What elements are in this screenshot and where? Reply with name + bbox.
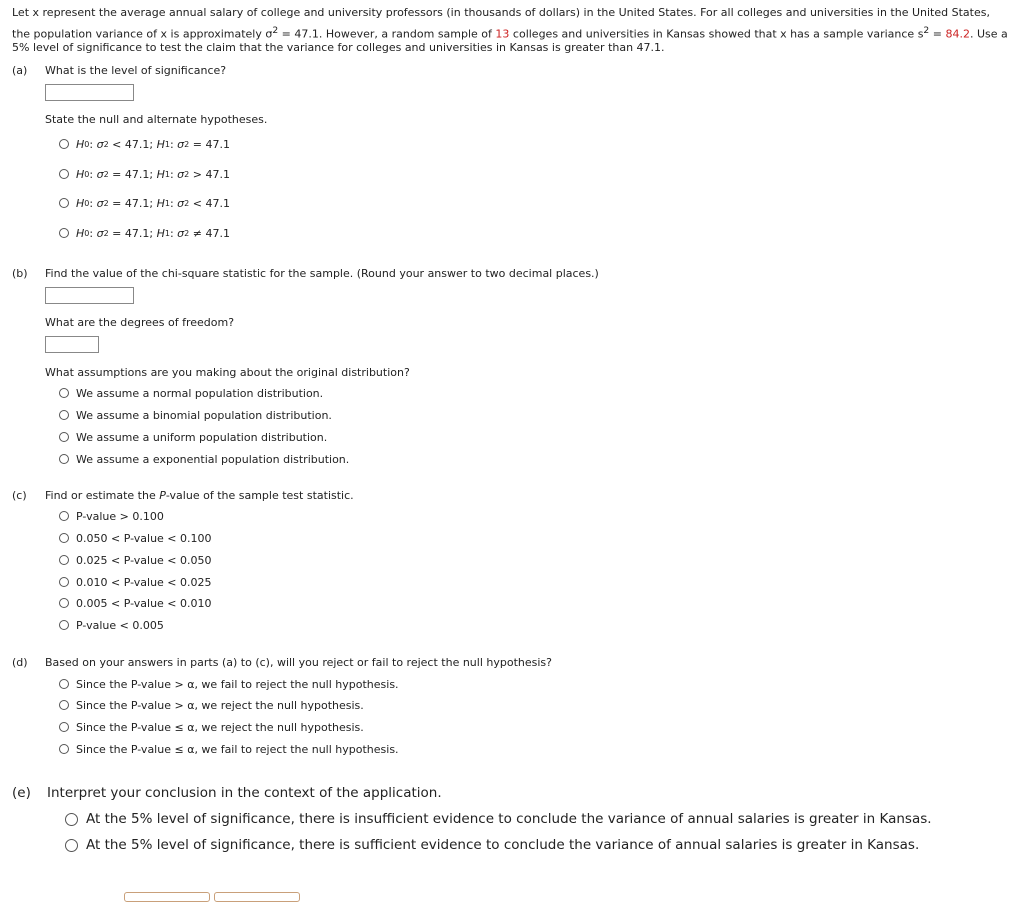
radio-button[interactable] bbox=[59, 228, 69, 238]
decision-option-4[interactable]: Since the P-value ≤ α, we fail to reject the null hypothesis. bbox=[59, 740, 399, 758]
assumption-option-2[interactable]: We assume a binomial population distribution. bbox=[59, 406, 332, 424]
radio-button[interactable] bbox=[59, 555, 69, 565]
assumption-option-4[interactable]: We assume a exponential population distribution. bbox=[59, 450, 349, 468]
radio-button[interactable] bbox=[59, 432, 69, 442]
radio-button[interactable] bbox=[59, 198, 69, 208]
part-a-header bbox=[12, 64, 226, 77]
part-d-question: Based on your answers in parts (a) to (c), will you reject or fail to reject the null hypothesis? bbox=[45, 656, 552, 669]
hypothesis-option-2[interactable]: H 0 : σ 2 = 47.1; H 1 : σ 2 > 47.1 bbox=[59, 165, 230, 183]
intro-line-1: Let x represent the average annual salary of college and university professors (in thousands of dollars) in the United States. For all colleges and universities in the United States, bbox=[12, 6, 990, 19]
df-prompt: What are the degrees of freedom? bbox=[45, 316, 235, 329]
assumption-option-3[interactable]: We assume a uniform population distribution. bbox=[59, 428, 327, 446]
intro-line-3: 5% level of significance to test the claim that the variance for colleges and universities in Kansas is greater than 47.1. bbox=[12, 41, 665, 54]
radio-button[interactable] bbox=[59, 620, 69, 630]
pvalue-option-3[interactable]: 0.025 < P-value < 0.050 bbox=[59, 551, 212, 569]
radio-button[interactable] bbox=[59, 679, 69, 689]
part-b-label: (b) bbox=[12, 267, 28, 280]
radio-button[interactable] bbox=[59, 700, 69, 710]
radio-button[interactable] bbox=[59, 511, 69, 521]
assumption-prompt: What assumptions are you making about the original distribution? bbox=[45, 366, 410, 379]
part-c-header: (c) Find or estimate the P-value of the sample test statistic. bbox=[12, 489, 354, 502]
pvalue-option-6[interactable]: P-value < 0.005 bbox=[59, 616, 164, 634]
decision-option-3[interactable]: Since the P-value ≤ α, we reject the null hypothesis. bbox=[59, 718, 364, 736]
part-d-header bbox=[12, 656, 552, 669]
pvalue-option-4[interactable]: 0.010 < P-value < 0.025 bbox=[59, 573, 212, 591]
conclusion-option-2[interactable]: At the 5% level of significance, there is sufficient evidence to conclude the variance of annual salaries is greater in Kansas. bbox=[65, 835, 919, 855]
hypothesis-option-4[interactable]: H 0 : σ 2 = 47.1; H 1 : σ 2 ≠ 47.1 bbox=[59, 224, 230, 242]
part-a-question: What is the level of significance? bbox=[45, 64, 227, 77]
problem-statement bbox=[12, 4, 1012, 57]
radio-button[interactable] bbox=[59, 139, 69, 149]
part-b-question: Find the value of the chi-square statistic for the sample. (Round your answer to two decimal places.) bbox=[45, 267, 599, 280]
df-input[interactable] bbox=[45, 336, 99, 353]
part-e-label: (e) bbox=[12, 785, 31, 801]
radio-button[interactable] bbox=[59, 454, 69, 464]
radio-button[interactable] bbox=[59, 744, 69, 754]
hypothesis-option-3[interactable]: H 0 : σ 2 = 47.1; H 1 : σ 2 < 47.1 bbox=[59, 194, 230, 212]
decision-option-2[interactable]: Since the P-value > α, we reject the null hypothesis. bbox=[59, 696, 364, 714]
radio-button[interactable] bbox=[59, 388, 69, 398]
sample-size: 13 bbox=[495, 27, 510, 41]
part-d-label: (d) bbox=[12, 656, 28, 669]
hypotheses-prompt: State the null and alternate hypotheses. bbox=[45, 113, 268, 126]
radio-button[interactable] bbox=[59, 169, 69, 179]
decision-option-1[interactable]: Since the P-value > α, we fail to reject the null hypothesis. bbox=[59, 675, 399, 693]
pvalue-option-2[interactable]: 0.050 < P-value < 0.100 bbox=[59, 529, 212, 547]
radio-button[interactable] bbox=[59, 722, 69, 732]
significance-input[interactable] bbox=[45, 84, 134, 101]
assumption-option-1[interactable]: We assume a normal population distribution. bbox=[59, 384, 323, 402]
chi-square-input[interactable] bbox=[45, 287, 134, 304]
part-e-question: Interpret your conclusion in the context of the application. bbox=[47, 785, 442, 801]
pvalue-option-1[interactable]: P-value > 0.100 bbox=[59, 507, 164, 525]
radio-button[interactable] bbox=[59, 598, 69, 608]
part-e-header bbox=[12, 785, 442, 801]
part-a-label: (a) bbox=[12, 64, 28, 77]
part-c-label: (c) bbox=[12, 489, 27, 502]
secondary-button[interactable] bbox=[214, 892, 300, 902]
intro-line-2: the population variance of x is approximately $\sigma^2 = 47.1$. However, a random sample of 13 colleges and universities in Kansas showed that x has a sample variance $s^2 = 84.2$. Use a bbox=[12, 24, 1008, 41]
radio-button[interactable] bbox=[59, 577, 69, 587]
part-b-header bbox=[12, 267, 599, 280]
radio-button[interactable] bbox=[59, 533, 69, 543]
hypothesis-option-1[interactable]: H 0 : σ 2 < 47.1; H 1 : σ 2 = 47.1 bbox=[59, 135, 230, 153]
radio-button[interactable] bbox=[59, 410, 69, 420]
sample-variance: 84.2 bbox=[945, 27, 970, 41]
submit-button[interactable] bbox=[124, 892, 210, 902]
radio-button[interactable] bbox=[65, 813, 78, 826]
radio-button[interactable] bbox=[65, 839, 78, 852]
conclusion-option-1[interactable]: At the 5% level of significance, there is insufficient evidence to conclude the variance of annual salaries is greater in Kansas. bbox=[65, 809, 932, 829]
pvalue-option-5[interactable]: 0.005 < P-value < 0.010 bbox=[59, 594, 212, 612]
